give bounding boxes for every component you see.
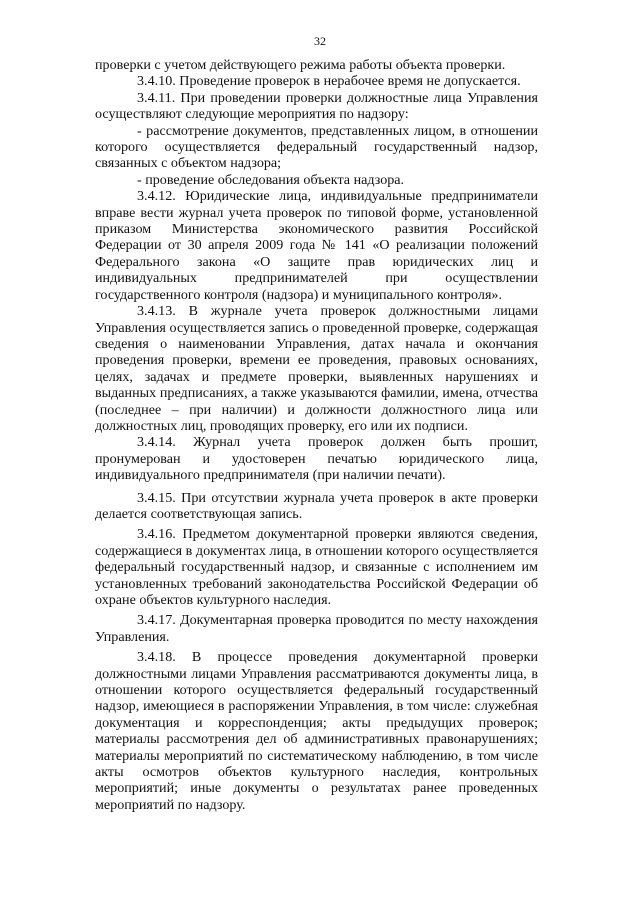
paragraph-3-4-13: 3.4.13. В журнале учета проверок должностными лицами Управления осуществляется запись о проведенной проверке, содержащая сведения о наименовании Управления, датах начала и окончания проведения проверки, времени ее проведения, правовых основаниях, целях, задачах и предмете проверки, выявленных нарушениях и выданных предписаниях, а также указываются фамилии, имена, отчества (последнее – при наличии) и должности должностного лица или должностных лиц, проводящих проверку, его или их подписи. xyxy=(95,303,538,434)
paragraph-3-4-10: 3.4.10. Проведение проверок в нерабочее время не допускается. xyxy=(137,73,521,90)
paragraph-3-4-16: 3.4.16. Предметом документарной проверки являются сведения, содержащиеся в документах лица, в отношении которого осуществляется федеральный государственный надзор, и связанные с исполнением им установленных требований законодательства Российской Федерации об охране объектов культурного наследия. xyxy=(95,526,538,608)
paragraph-continuation: проверки с учетом действующего режима работы объекта проверки. xyxy=(95,57,506,73)
paragraph-3-4-14: 3.4.14. Журнал учета проверок должен быть прошит, пронумерован и удостоверен печатью юридического лица, индивидуального предпринимателя (при наличии печати). xyxy=(95,434,538,484)
paragraph-3-4-18: 3.4.18. В процессе проведения документарной проверки должностными лицами Управления рассматриваются документы лица, в отношении которого осуществляется федеральный государственный надзор, имеющиеся в распоряжении Управления, в том числе: служебная документация и корреспонденция; акты предыдущих проверок; материалы рассмотрения дел об административных правонарушениях; материалы мероприятий по систематическому наблюдению, в том числе акты осмотров объектов культурного наследия, контрольных мероприятий; иные документы о результатах ранее проведенных мероприятий по надзору. xyxy=(95,649,538,813)
paragraph-3-4-15: 3.4.15. При отсутствии журнала учета проверок в акте проверки делается соответствующая запись. xyxy=(95,489,538,522)
paragraph-3-4-12: 3.4.12. Юридические лица, индивидуальные предприниматели вправе вести журнал учета проверок по типовой форме, установленной приказом Министерства экономического развития Российской Федерации от 30 апреля 2009 года № 141 «О реализации положений Федерального закона «О защите прав юридических лиц и индивидуальных предпринимателей при осуществлении государственного контроля (надзора) и муниципального контроля». xyxy=(95,188,538,303)
document-body xyxy=(95,57,538,813)
paragraph-3-4-11: 3.4.11. При проведении проверки должностные лица Управления осуществляют следующие мероприятия по надзору: xyxy=(95,89,538,123)
list-item-document-review: - рассмотрение документов, представленных лицом, в отношении которого осуществляется федеральный государственный надзор, связанных с объектом надзора; xyxy=(95,122,538,172)
list-item-object-inspection: - проведение обследования объекта надзора. xyxy=(137,171,405,188)
paragraph-3-4-17: 3.4.17. Документарная проверка проводится по месту нахождения Управления. xyxy=(95,612,538,645)
page-number: 32 xyxy=(314,34,326,48)
